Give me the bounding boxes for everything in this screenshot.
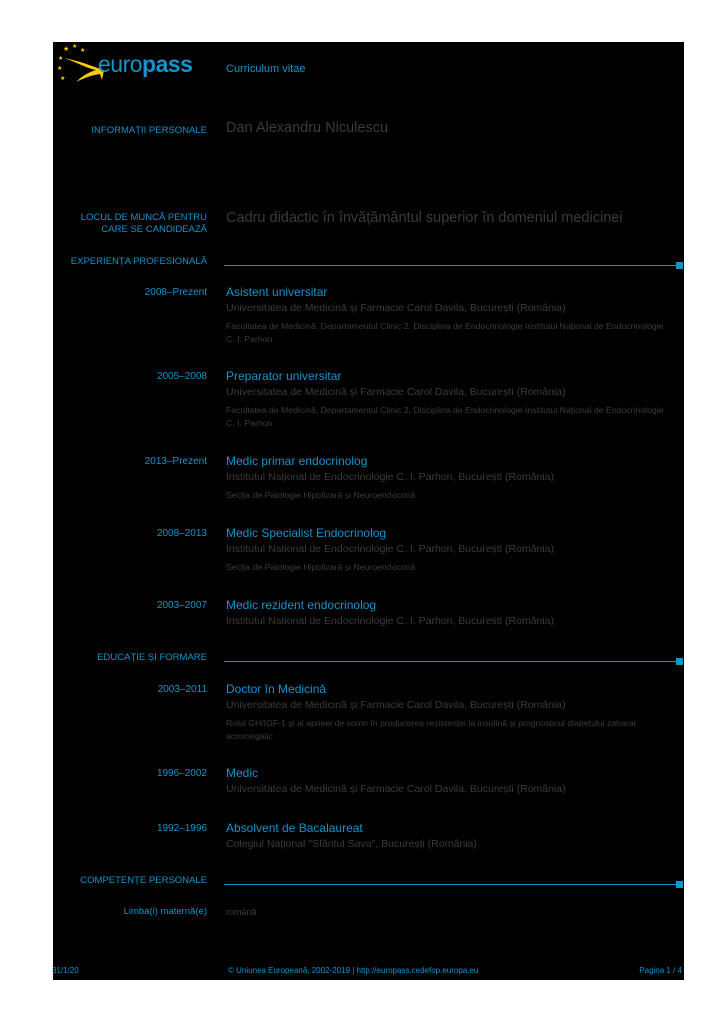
section-divider	[224, 884, 679, 885]
mother-tongue-label: Limba(i) maternă(e)	[123, 906, 207, 917]
entry-organization: Institutul National de Endocrinologie C. I. Parhon, Bucuresti (România)	[226, 615, 555, 627]
entry-dates: 1992–1996	[156, 823, 207, 834]
document-title: Curriculum vitae	[226, 63, 306, 75]
entry-organization: Institutul Național de Endocrinologie C. I. Parhon, București (România)	[226, 471, 555, 483]
entry-title: Absolvent de Bacalaureat	[226, 821, 363, 835]
entry-dates: 2005–2008	[156, 371, 207, 382]
entry-title: Medic rezident endocrinolog	[226, 598, 377, 612]
entry-title: Preparator universitar	[226, 369, 342, 383]
svg-text:★: ★	[57, 65, 63, 72]
personal-info-label: INFORMAȚII PERSONALE	[91, 125, 207, 136]
entry-organization: Institutul National de Endocrinologie C. I. Parhon, București (România)	[226, 543, 555, 555]
section-divider-square	[676, 881, 683, 888]
entry-dates: 2008–Prezent	[144, 287, 207, 298]
skills-section-label: COMPETENȚE PERSONALE	[80, 875, 207, 886]
entry-dates: 1996–2002	[156, 768, 207, 779]
education-section-label: EDUCAȚIE ȘI FORMARE	[97, 652, 207, 663]
experience-entry	[226, 526, 671, 574]
svg-text:★: ★	[60, 75, 66, 82]
section-divider	[224, 661, 679, 662]
entry-dates: 2008–2013	[156, 528, 207, 539]
experience-entry	[226, 598, 671, 628]
footer-date: 31/1/20	[52, 966, 79, 975]
entry-description: Rolul GH/IGF-1 și al apneei de somn în producerea rezistenței la insulină și prognosticul diabetului zaharat acromegalic	[226, 718, 636, 741]
entry-dates: 2013–Prezent	[144, 456, 207, 467]
entry-organization: Universitatea de Medicină și Farmacie Carol Davila, București (România)	[226, 386, 566, 398]
candidate-name: Dan Alexandru Niculescu	[226, 120, 389, 136]
logo-wordmark: europass	[98, 51, 193, 77]
svg-text:★: ★	[72, 43, 78, 50]
experience-entry	[226, 369, 671, 429]
entry-dates: 2003–2007	[156, 600, 207, 611]
entry-title: Asistent universitar	[226, 285, 328, 299]
experience-section-label: EXPERIENȚA PROFESIONALĂ	[70, 256, 207, 267]
section-divider	[224, 265, 679, 266]
entry-description: Facultatea de Medicină, Departamentul Clinic 2, Disciplina de Endocrinologie Institutul Național de Endocrinologie C. I. Parhon	[226, 405, 664, 428]
experience-entry	[226, 454, 671, 502]
entry-title: Medic Specialist Endocrinolog	[226, 526, 387, 540]
entry-title: Medic	[226, 766, 259, 780]
experience-entry	[226, 285, 671, 345]
entry-organization: Universitatea de Medicină și Farmacie Carol Davila, București (România)	[226, 783, 566, 795]
entry-organization: Colegiul Național "Sfântul Sava", București (România)	[226, 838, 477, 850]
job-applied-value: Cadru didactic în învățământul superior în domeniul medicinei	[226, 210, 623, 226]
education-entry	[226, 821, 671, 851]
section-divider-square	[676, 658, 683, 665]
entry-dates: 2003–2011	[157, 684, 207, 695]
entry-description: Secția de Patologie Hipofizară și Neuroendocrină	[226, 490, 416, 500]
svg-text:★: ★	[63, 45, 70, 53]
svg-text:★: ★	[58, 55, 64, 62]
mother-tongue-value: română	[226, 907, 257, 917]
svg-text:★: ★	[80, 47, 86, 54]
entry-title: Doctor în Medicină	[226, 682, 327, 696]
footer-copyright[interactable]: © Uniunea Europeană, 2002-2019 | http://europass.cedefop.europa.eu	[228, 966, 479, 975]
entry-description: Secția de Patologie Hipofizară și Neuroendocrină	[226, 562, 416, 572]
education-entry	[226, 766, 671, 796]
entry-organization: Universitatea de Medicină și Farmacie Carol Davila, București (România)	[226, 699, 566, 711]
entry-organization: Universitatea de Medicină și Farmacie Carol Davila, București (România)	[226, 302, 566, 314]
section-divider-square	[676, 262, 683, 269]
job-applied-label: LOCUL DE MUNCĂ PENTRU CARE SE CANDIDEAZĂ	[80, 212, 207, 235]
entry-description: Facultatea de Medicină, Departamentul Clinic 2, Disciplina de Endocrinologie Institutul Național de Endocrinologie C. I. Parhon	[226, 321, 664, 344]
footer-page-number: Pagina 1 / 4	[639, 966, 682, 975]
entry-title: Medic primar endocrinolog	[226, 454, 368, 468]
education-entry	[226, 682, 671, 742]
